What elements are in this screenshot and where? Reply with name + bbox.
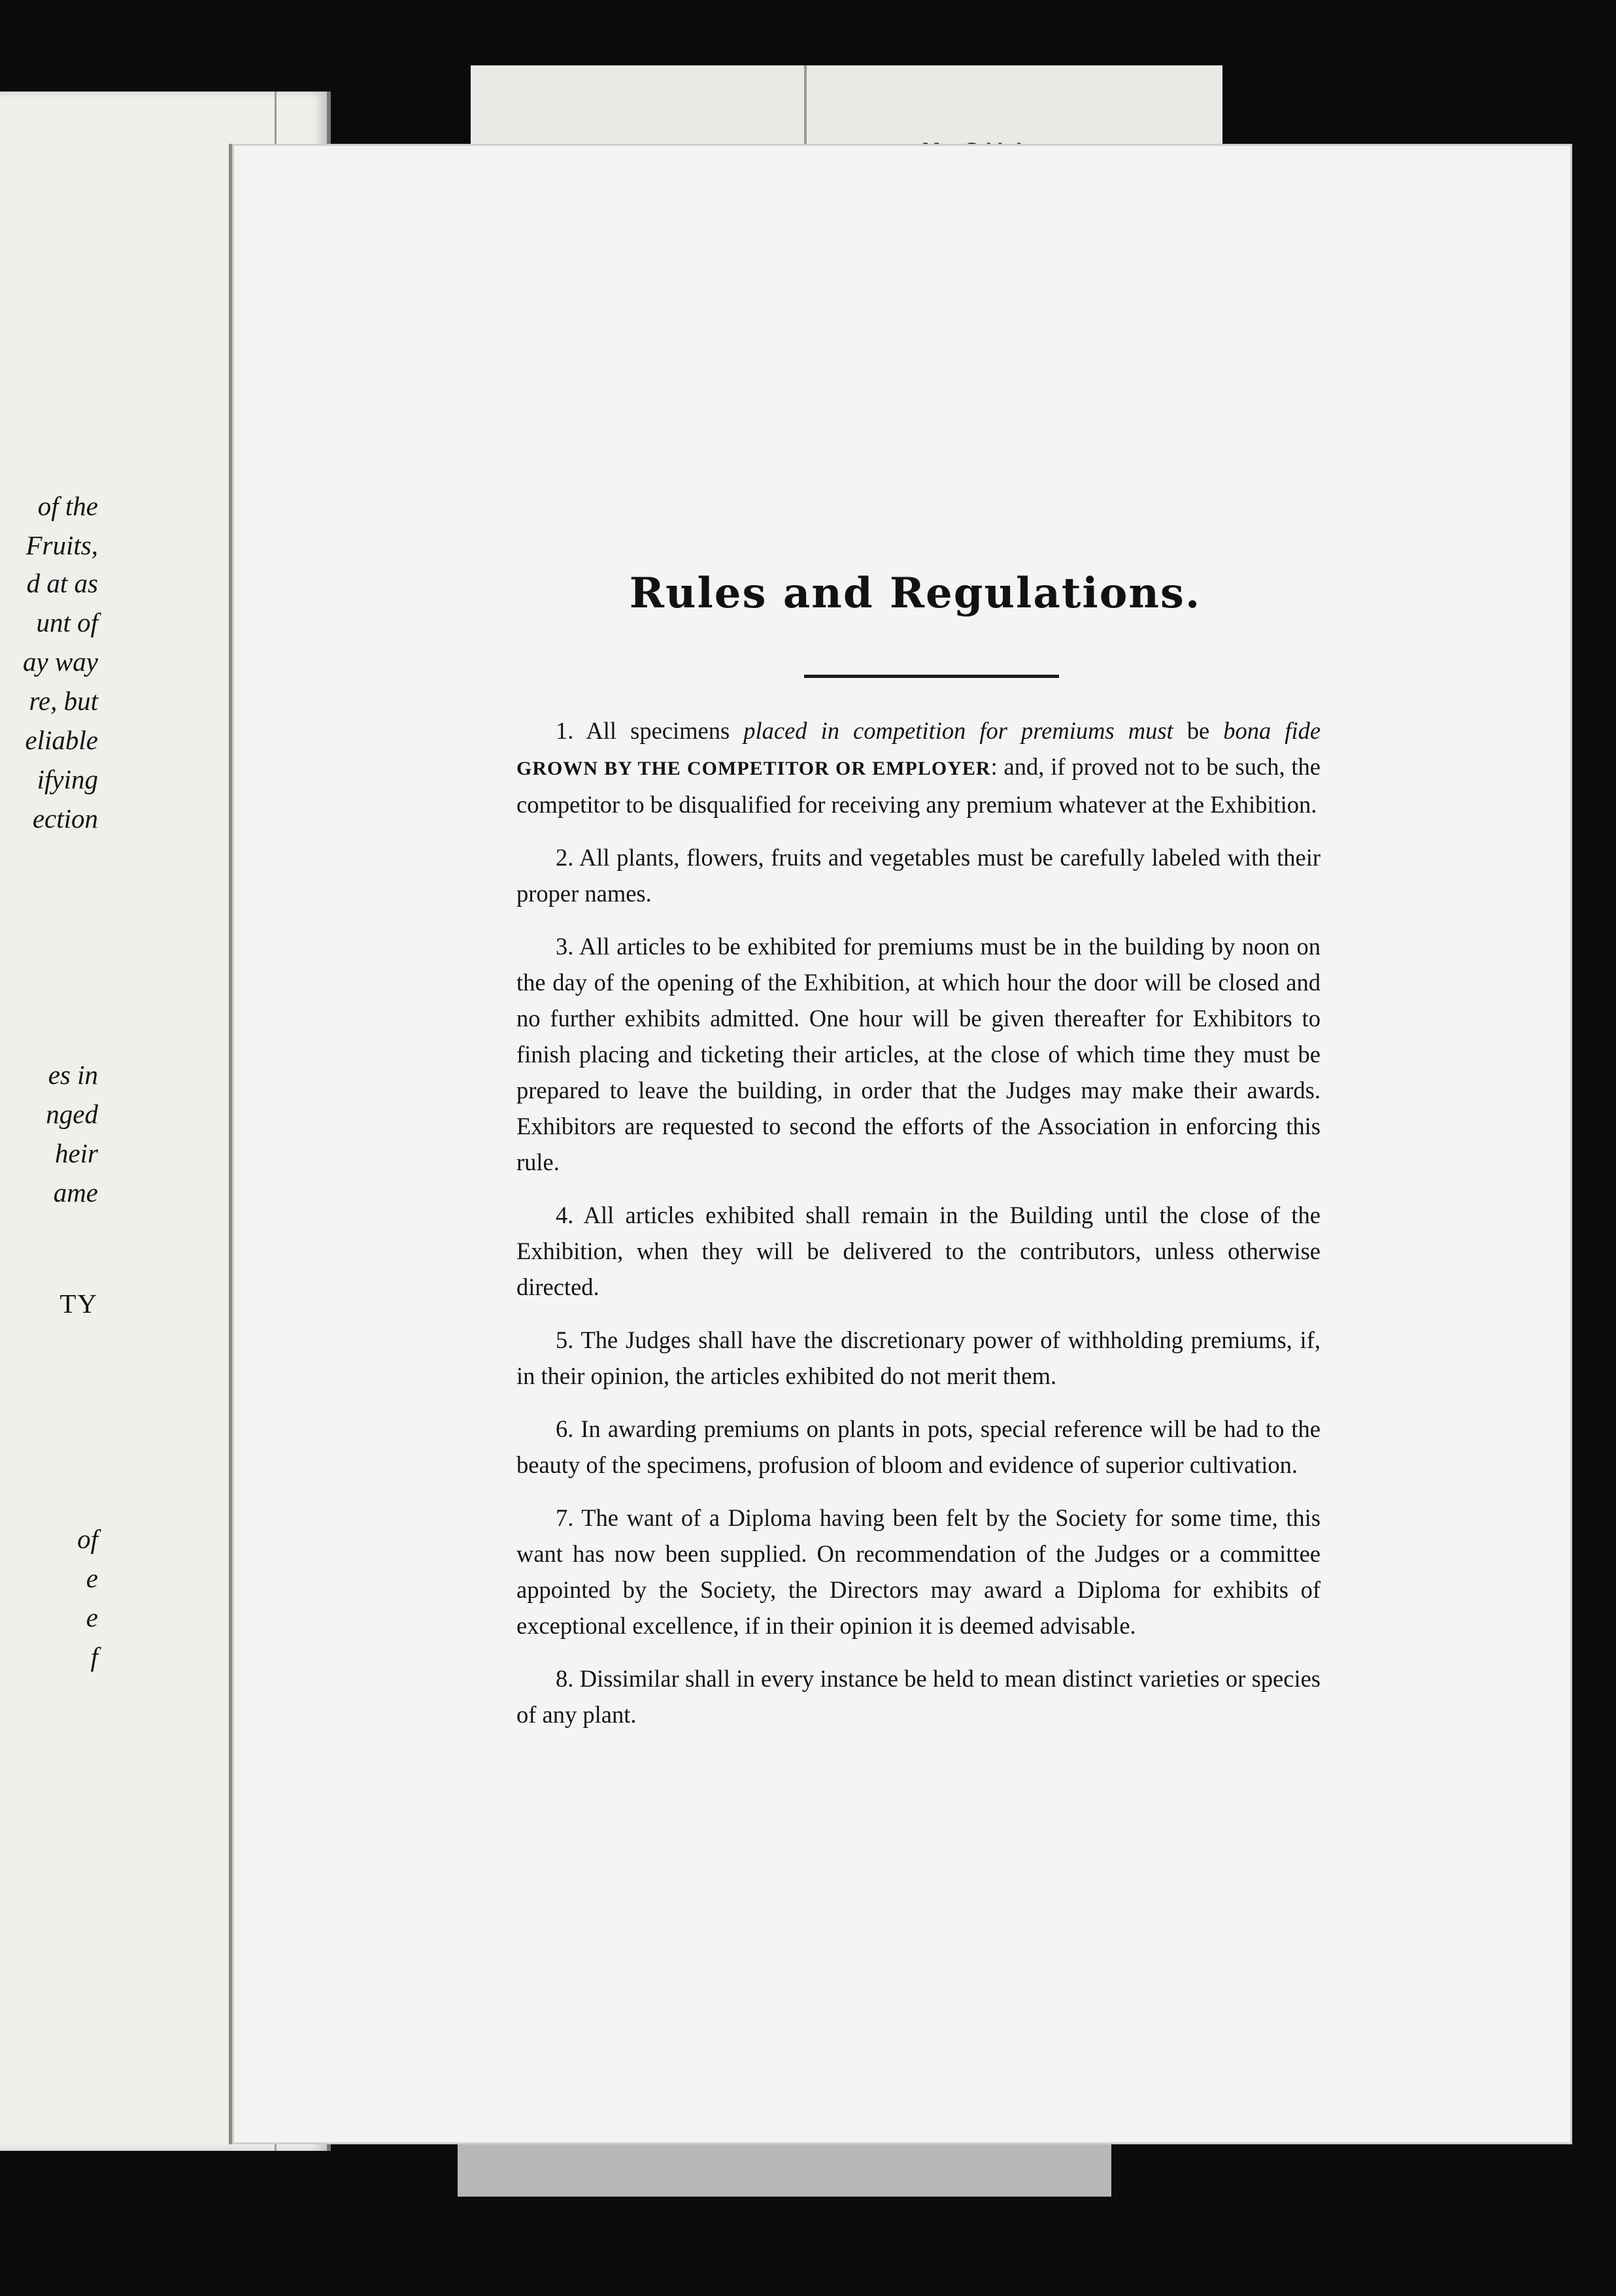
text-fragment: of — [77, 1524, 98, 1554]
text-fragment: d at as — [26, 568, 98, 598]
text-fragment: ifying — [37, 764, 98, 794]
rule-text-caps: GROWN BY THE COMPETITOR OR EMPLOYER — [516, 758, 991, 779]
text-fragment: f — [90, 1642, 98, 1672]
rule-item — [516, 839, 1321, 911]
title-underline — [804, 675, 1059, 678]
text-fragment: of the — [37, 491, 98, 521]
rule-text: : and, if proved not to be such, the competitor to be disqualified for receiving any premium whatever at the Exhibition. — [516, 753, 1321, 818]
rule-text: All plants, flowers, fruits and vegetables must be carefully labeled with their proper names. — [516, 844, 1321, 907]
document-title: Rules and Regulations. — [629, 569, 1202, 618]
rule-text: Dissimilar shall in every instance be held to mean distinct varieties or species of any plant. — [516, 1665, 1321, 1728]
strip-divider — [804, 65, 807, 154]
rule-number: 2. — [556, 844, 574, 871]
text-fragment: ame — [53, 1177, 98, 1207]
text-fragment: eliable — [25, 725, 98, 755]
rule-text: All articles exhibited shall remain in the Building until the close of the Exhibition, when they will be delivered to the contributors, unless otherwise directed. — [516, 1202, 1321, 1300]
text-fragment: ection — [32, 803, 98, 834]
rule-item — [516, 713, 1321, 822]
text-fragment: nged — [46, 1099, 98, 1129]
rule-item — [516, 1500, 1321, 1644]
rule-text: be — [1187, 717, 1210, 744]
rule-number: 1. — [556, 717, 574, 744]
rule-text-italic: placed in competition for premiums must — [743, 717, 1173, 744]
text-fragment: TY — [59, 1289, 98, 1319]
rule-number: 5. — [556, 1326, 574, 1353]
rule-text: All articles to be exhibited for premiums must be in the building by noon on the day of the opening of the Exhibition, at which hour the door will be closed and no further exhibits admitted. One hour will be given thereafter for Exhibitors to finish placing and ticketing their articles, at the close of which time they must be prepared to leave the building, in order that the Judges may make their awards. Exhibitors are requested to second the efforts of the Association in enforcing this rule. — [516, 933, 1321, 1175]
rule-item — [516, 1197, 1321, 1305]
rule-text: The Judges shall have the discretionary power of withholding premiums, if, in their opinion, the articles exhibited do not merit them. — [516, 1326, 1321, 1389]
rules-list — [516, 713, 1321, 1749]
rule-text-italic: bona fide — [1223, 717, 1321, 744]
text-fragment: ay way — [23, 647, 98, 677]
text-fragment: e — [86, 1563, 98, 1593]
rule-item — [516, 1411, 1321, 1483]
rule-number: 8. — [556, 1665, 574, 1692]
top-paper-strip — [471, 65, 1222, 154]
rule-item — [516, 1322, 1321, 1394]
rule-item — [516, 1661, 1321, 1732]
rule-number: 4. — [556, 1202, 574, 1228]
text-fragment: e — [86, 1602, 98, 1632]
rule-text: The want of a Diploma having been felt by the Society for some time, this want has now been supplied. On recommendation of the Judges or a committee appointed by the Society, the Directors may award a Diploma for exhibits of exceptional excellence, if in their opinion it is deemed advisable. — [516, 1504, 1321, 1639]
text-fragment: re, but — [29, 686, 98, 716]
bottom-paper-strip — [458, 2138, 1111, 2197]
text-fragment: Fruits, — [25, 530, 98, 560]
text-fragment: unt of — [36, 607, 98, 637]
rule-item — [516, 928, 1321, 1180]
rule-number: 6. — [556, 1415, 574, 1442]
rule-text: All specimens — [586, 717, 730, 744]
text-fragment: es in — [48, 1060, 98, 1090]
rule-number: 3. — [556, 933, 574, 960]
rule-text: In awarding premiums on plants in pots, special reference will be had to the beauty of the specimens, profusion of bloom and evidence of superior cultivation. — [516, 1415, 1321, 1478]
rule-number: 7. — [556, 1504, 574, 1531]
text-fragment: heir — [54, 1138, 98, 1168]
